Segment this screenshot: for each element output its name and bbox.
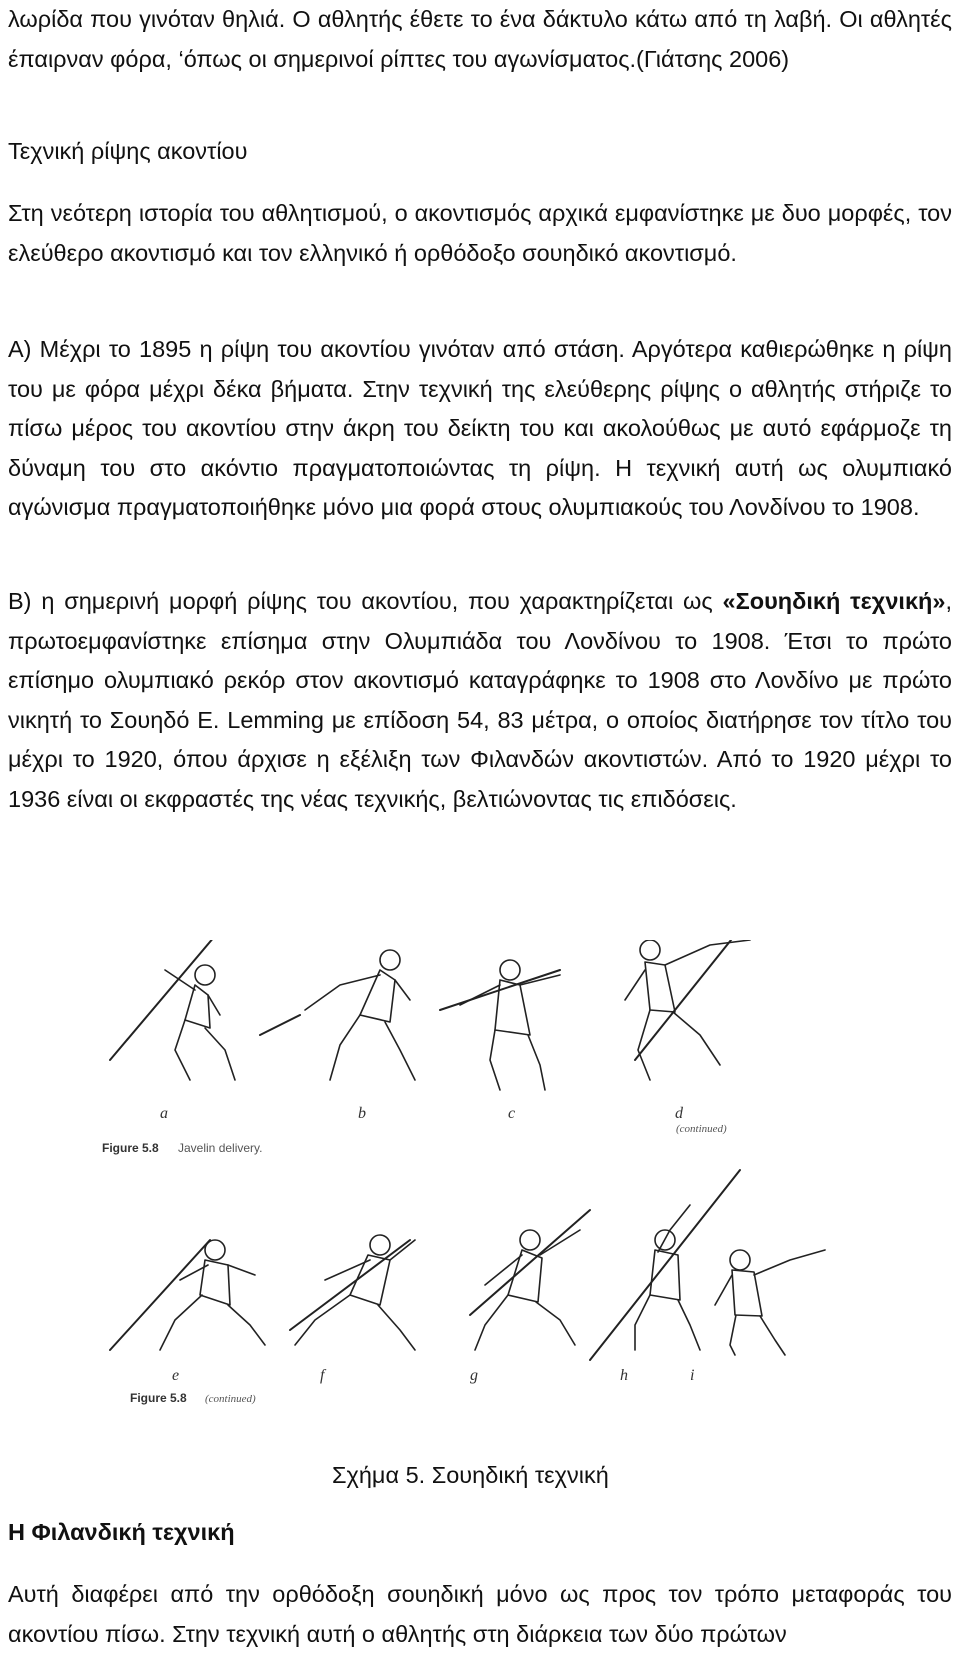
figure-frame-g bbox=[470, 1210, 590, 1350]
javelin-figure bbox=[90, 940, 850, 1410]
figure-caption: Σχήμα 5. Σουηδική τεχνική bbox=[332, 1462, 609, 1488]
frame-letter-b: b bbox=[358, 1105, 366, 1122]
swedish-technique-term: «Σουηδική τεχνική» bbox=[722, 588, 946, 614]
part-b-prefix: Β) η σημερινή μορφή ρίψης του ακοντίου, που χαρακτηρίζεται ως bbox=[8, 588, 723, 614]
top-figure-title: Javelin delivery. bbox=[178, 1141, 263, 1155]
frame-letter-a: a bbox=[160, 1105, 168, 1122]
figure-frame-c bbox=[440, 960, 560, 1090]
top-figure-label: Figure 5.8 bbox=[102, 1141, 159, 1155]
figure-frame-f bbox=[290, 1235, 415, 1350]
top-continued-note: (continued) bbox=[676, 1123, 727, 1135]
part-b-suffix: , πρωτοεμφανίστηκε επίσημα στην Ολυμπιάδα του Λονδίνου το 1908. Έτσι το πρώτο επίσημο ολυμπιακό ρεκόρ στον ακοντισμό καταγράφηκε το 1908 στο Λονδίνο με πρώτο νικητή το Σουηδό Ε. Lemming με επίδοση 54, 83 μέτρα, ο οποίος διατήρησε τον τίτλο του μέχρι το 1920, όπου άρχισε η εξέλιξη των Φιλανδών ακοντιστών. Από το 1920 μέχρι το 1936 είναι οι εκφραστές της νέας τεχνικής, βελτιώνοντας τις επιδόσεις. bbox=[8, 588, 952, 812]
bottom-continued-note: (continued) bbox=[205, 1393, 256, 1405]
part-b-paragraph bbox=[8, 582, 952, 819]
bottom-figure-label: Figure 5.8 bbox=[130, 1391, 187, 1405]
frame-letter-e: e bbox=[172, 1367, 180, 1384]
finnish-technique-paragraph: Αυτή διαφέρει από την ορθόδοξη σουηδική μόνο ως προς τον τρόπο μεταφοράς του ακοντίου πίσω. Στην τεχνική αυτή ο αθλητής στη διάρκεια των δύο πρώτων bbox=[8, 1581, 952, 1647]
frame-letter-d: d bbox=[675, 1105, 683, 1122]
frame-letter-i: i bbox=[690, 1367, 695, 1384]
frame-letter-c: c bbox=[508, 1105, 516, 1122]
figure-frame-e bbox=[110, 1240, 265, 1350]
figure-frame-a bbox=[110, 940, 235, 1080]
frame-letter-f: f bbox=[320, 1367, 325, 1384]
section-heading-technique: Τεχνική ρίψης ακοντίου bbox=[8, 138, 248, 164]
frame-letter-h: h bbox=[620, 1367, 628, 1384]
figure-frame-d bbox=[625, 940, 750, 1080]
javelin-sequence-illustration bbox=[90, 940, 850, 1410]
modern-history-paragraph: Στη νεότερη ιστορία του αθλητισμού, ο ακοντισμός αρχικά εμφανίστηκε με δυο μορφές, τον ελεύθερο ακοντισμό και τον ελληνικό ή ορθόδοξο σουηδικό ακοντισμό. bbox=[8, 200, 952, 266]
frame-letter-g: g bbox=[470, 1367, 478, 1384]
section-heading-finnish: Η Φιλανδική τεχνική bbox=[8, 1519, 235, 1545]
figure-frame-i bbox=[715, 1250, 825, 1355]
figure-frame-h bbox=[590, 1170, 740, 1360]
figure-frame-b bbox=[260, 950, 415, 1080]
part-a-paragraph: Α) Μέχρι το 1895 η ρίψη του ακοντίου γινόταν από στάση. Αργότερα καθιερώθηκε η ρίψη του με φόρα μέχρι δέκα βήματα. Στην τεχνική της ελεύθερης ρίψης ο αθλητής στήριζε το πίσω μέρος του ακοντίου στην άκρη του δείκτη του και ακολούθως με αυτό εφάρμοζε τη δύναμη του στο ακόντιο πραγματοποιώντας τη ρίψη. Η τεχνική αυτή ως ολυμπιακό αγώνισμα πραγματοποιήθηκε μόνο μια φορά στους ολυμπιακούς του Λονδίνου το 1908. bbox=[8, 336, 952, 520]
intro-paragraph: λωρίδα που γινόταν θηλιά. Ο αθλητής έθετε το ένα δάκτυλο κάτω από τη λαβή. Οι αθλητές έπαιρναν φόρα, ‘όπως οι σημερινοί ρίπτες του αγωνίσματος.(Γιάτσης 2006) bbox=[8, 6, 952, 72]
